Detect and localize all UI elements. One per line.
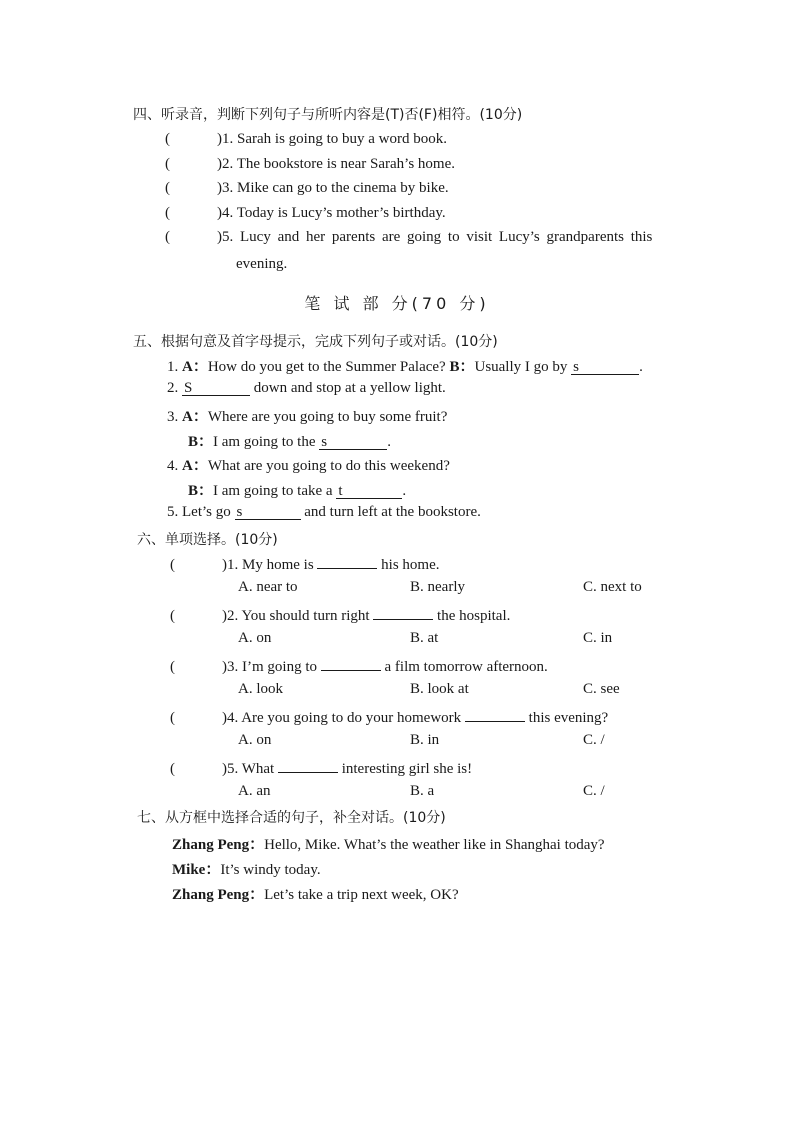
- option-b[interactable]: B. at: [410, 630, 439, 646]
- item-number: )5.: [217, 229, 234, 245]
- answer-paren[interactable]: (: [165, 205, 170, 221]
- item-number: )4.: [222, 710, 239, 726]
- question-4-answer: B：I am going to take a t .: [188, 483, 407, 499]
- section-5-title: 五、根据句意及首字母提示，完成下列句子或对话。(10分): [133, 334, 498, 350]
- section-7-title: 七、从方框中选择合适的句子，补全对话。(10分): [137, 810, 446, 826]
- option-b[interactable]: B. nearly: [410, 579, 465, 595]
- answer-blank[interactable]: s: [235, 504, 301, 520]
- choice-question: [170, 604, 510, 625]
- choice-question: [170, 553, 440, 574]
- question-4: [167, 454, 450, 475]
- answer-blank[interactable]: [317, 553, 377, 569]
- question-number: 2.: [167, 380, 179, 396]
- answer-paren[interactable]: (: [165, 229, 170, 245]
- question-text: interesting girl she is!: [341, 761, 473, 777]
- question-text: this evening?: [528, 710, 609, 726]
- question-text: his home.: [381, 557, 440, 573]
- section-4-title: 四、听录音，判断下列句子与所听内容是(T)否(F)相符。(10分): [133, 107, 523, 123]
- speaker-label: Mike：: [172, 862, 221, 878]
- question-3: [167, 405, 447, 426]
- item-text: Sarah is going to buy a word book.: [237, 131, 447, 147]
- list-item: [165, 156, 455, 173]
- question-3-answer: B：I am going to the s .: [188, 434, 391, 450]
- speaker-label: Zhang Peng：: [172, 887, 265, 903]
- choice-question: [170, 757, 472, 778]
- answer-paren[interactable]: (: [170, 557, 175, 573]
- answer-blank[interactable]: s: [319, 434, 387, 450]
- question-number: 1.: [167, 359, 179, 375]
- section-6-title: 六、单项选择。(10分): [137, 532, 278, 548]
- question-text: down and stop at a yellow light.: [253, 380, 446, 396]
- item-number: )1.: [222, 557, 239, 573]
- option-c[interactable]: C. see: [583, 681, 620, 697]
- answer-paren[interactable]: (: [165, 131, 170, 147]
- answer-paren[interactable]: (: [170, 608, 175, 624]
- question-text: the hospital.: [437, 608, 511, 624]
- speaker-b-label: B：: [188, 434, 214, 450]
- answer-blank[interactable]: [465, 706, 525, 722]
- question-text: and turn left at the bookstore.: [304, 504, 481, 520]
- answer-blank[interactable]: t: [336, 483, 402, 499]
- option-b[interactable]: B. look at: [410, 681, 469, 697]
- option-a[interactable]: A. near to: [238, 579, 298, 595]
- question-text: a film tomorrow afternoon.: [384, 659, 548, 675]
- question-text: Where are you going to buy some fruit?: [207, 409, 448, 425]
- answer-paren[interactable]: (: [170, 659, 175, 675]
- item-text-continued: evening.: [236, 256, 288, 272]
- answer-blank[interactable]: [278, 757, 338, 773]
- option-a[interactable]: A. on: [238, 732, 272, 748]
- item-number: )3.: [222, 659, 239, 675]
- answer-paren[interactable]: (: [170, 761, 175, 777]
- question-text: I am going to the: [213, 434, 316, 450]
- dialogue-line: [172, 883, 459, 904]
- item-number: )5.: [222, 761, 239, 777]
- question-text: I’m going to: [242, 659, 317, 675]
- answer-blank[interactable]: S: [182, 380, 250, 396]
- speaker-a-label: A：: [182, 409, 208, 425]
- option-c[interactable]: C. next to: [583, 579, 642, 595]
- speaker-b-label: B：: [449, 359, 475, 375]
- question-1: 1. A：How do you get to the Summer Palace? B：Usually I go by s .: [167, 359, 643, 375]
- answer-paren[interactable]: (: [165, 180, 170, 196]
- option-a[interactable]: A. on: [238, 630, 272, 646]
- dialogue-line: [172, 833, 605, 854]
- answer-blank[interactable]: [321, 655, 381, 671]
- list-item: [165, 205, 446, 222]
- question-number: 4.: [167, 458, 179, 474]
- item-number: )2.: [217, 156, 234, 172]
- question-number: 3.: [167, 409, 179, 425]
- question-text: You should turn right: [241, 608, 370, 624]
- choice-question: [170, 655, 548, 676]
- question-text: My home is: [242, 557, 314, 573]
- dialogue-line: [172, 858, 321, 879]
- answer-blank[interactable]: [373, 604, 433, 620]
- option-a[interactable]: A. look: [238, 681, 283, 697]
- item-number: )2.: [222, 608, 239, 624]
- option-c[interactable]: C. /: [583, 732, 605, 748]
- choice-question: [170, 706, 608, 727]
- option-c[interactable]: C. in: [583, 630, 613, 646]
- question-5: [167, 504, 481, 521]
- option-c[interactable]: C. /: [583, 783, 605, 799]
- question-text: I am going to take a: [213, 483, 333, 499]
- question-text: What are you going to do this weekend?: [207, 458, 450, 474]
- speaker-b-label: B：: [188, 483, 214, 499]
- item-number: )3.: [217, 180, 234, 196]
- answer-paren[interactable]: (: [165, 156, 170, 172]
- option-b[interactable]: B. a: [410, 783, 435, 799]
- list-item: [165, 229, 652, 246]
- dialogue-text: Let’s take a trip next week, OK?: [264, 887, 459, 903]
- speaker-label: Zhang Peng：: [172, 837, 265, 853]
- item-text: Mike can go to the cinema by bike.: [237, 180, 449, 196]
- item-text: The bookstore is near Sarah’s home.: [236, 156, 456, 172]
- answer-blank[interactable]: s: [571, 359, 639, 375]
- option-b[interactable]: B. in: [410, 732, 440, 748]
- list-item: [165, 180, 449, 197]
- question-text: How do you get to the Summer Palace?: [207, 359, 446, 375]
- option-a[interactable]: A. an: [238, 783, 271, 799]
- list-item: [165, 131, 447, 148]
- speaker-a-label: A：: [182, 359, 208, 375]
- item-text: Today is Lucy’s mother’s birthday.: [236, 205, 446, 221]
- question-2: [167, 380, 446, 397]
- question-text: What: [241, 761, 275, 777]
- answer-paren[interactable]: (: [170, 710, 175, 726]
- dialogue-text: Hello, Mike. What’s the weather like in Shanghai today?: [264, 837, 605, 853]
- dialogue-text: It’s windy today.: [220, 862, 321, 878]
- item-number: )4.: [217, 205, 234, 221]
- item-number: )1.: [217, 131, 234, 147]
- question-text: Let’s go: [182, 504, 231, 520]
- question-text: Usually I go by: [474, 359, 568, 375]
- written-part-title: 笔 试 部 分(70 分): [304, 294, 490, 313]
- item-text: Lucy and her parents are going to visit Lucy’s grandparents this: [240, 229, 653, 245]
- question-text: Are you going to do your homework: [241, 710, 462, 726]
- speaker-a-label: A：: [182, 458, 208, 474]
- question-number: 5.: [167, 504, 179, 520]
